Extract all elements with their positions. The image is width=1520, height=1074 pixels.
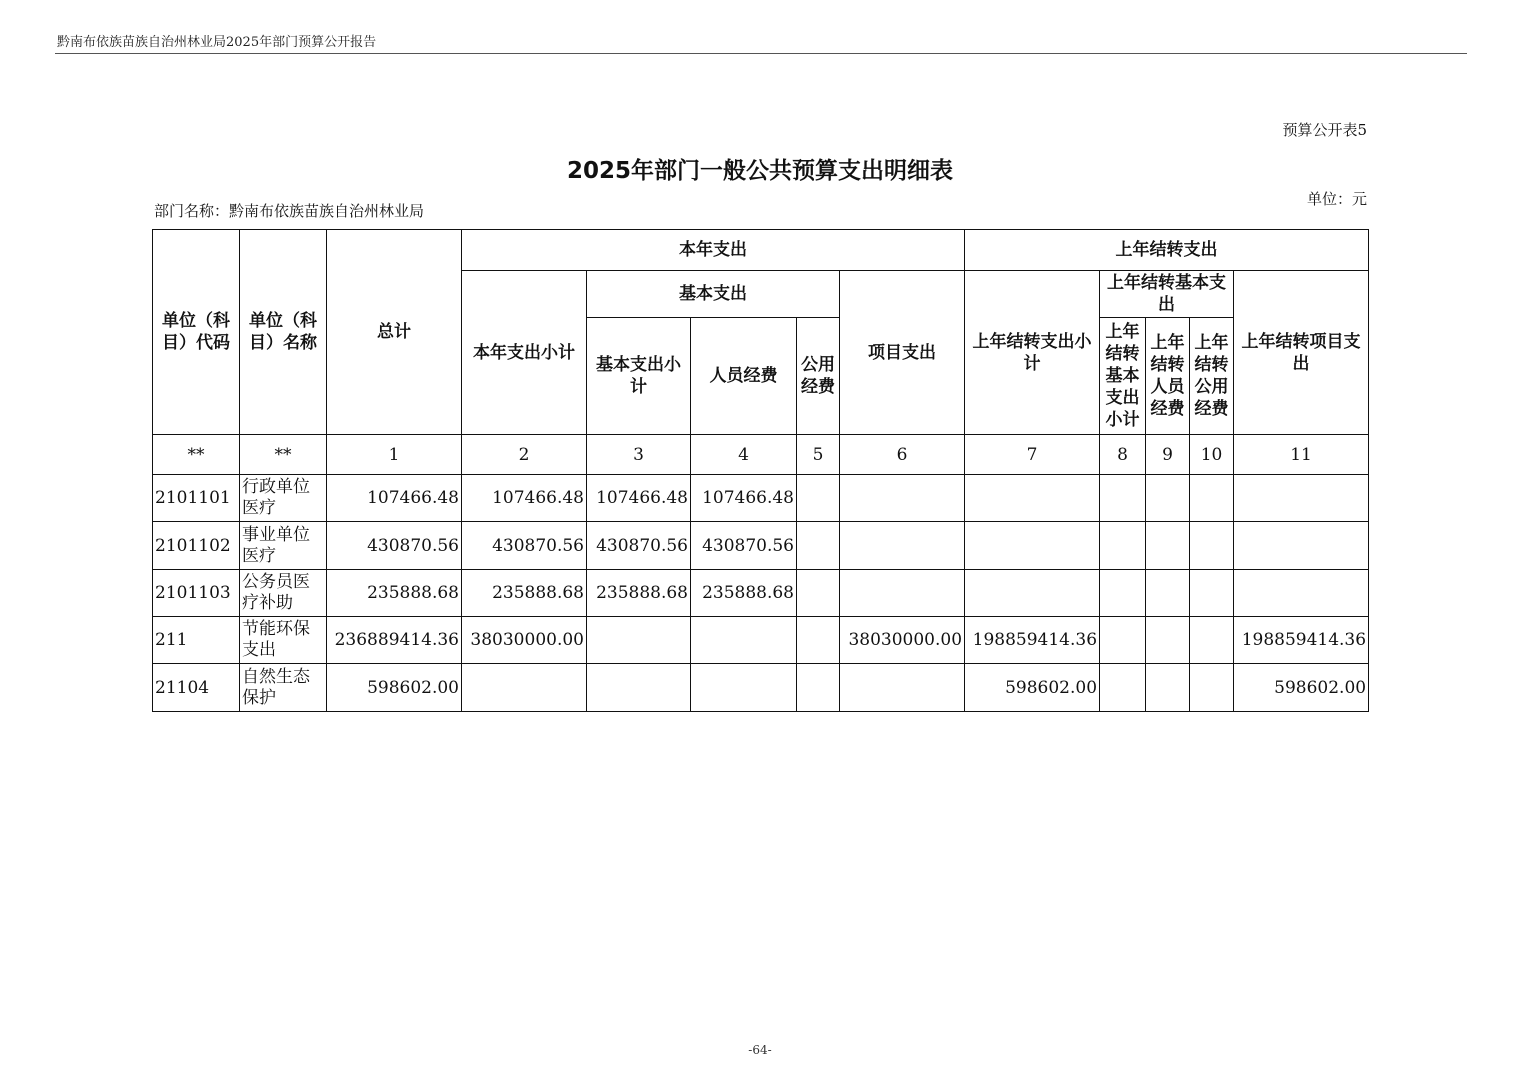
row-prev-public xyxy=(1190,522,1234,570)
row-prev-subtotal xyxy=(965,522,1100,570)
page-title: 2025年部门一般公共预算支出明细表 xyxy=(566,158,953,184)
row-prev-project: 598602.00 xyxy=(1234,664,1369,712)
header-prev-project: 上年结转项目支出 xyxy=(1234,271,1369,435)
index-cell: ** xyxy=(153,435,240,475)
header-prev-year: 上年结转支出 xyxy=(965,230,1369,271)
row-total: 598602.00 xyxy=(327,664,462,712)
header-total: 总计 xyxy=(327,230,462,435)
row-prev-basic-subtotal xyxy=(1100,617,1146,664)
row-project xyxy=(840,522,965,570)
row-personnel: 235888.68 xyxy=(691,570,797,617)
row-personnel xyxy=(691,664,797,712)
row-prev-subtotal: 598602.00 xyxy=(965,664,1100,712)
row-personnel xyxy=(691,617,797,664)
row-code: 2101101 xyxy=(153,475,240,522)
row-prev-personnel xyxy=(1146,570,1190,617)
unit-label: 单位：元 xyxy=(1306,190,1367,208)
row-name: 公务员医疗补助 xyxy=(240,570,327,617)
row-public xyxy=(797,475,840,522)
row-current-subtotal: 235888.68 xyxy=(462,570,587,617)
header-prev-subtotal: 上年结转支出小计 xyxy=(965,271,1100,435)
row-personnel: 430870.56 xyxy=(691,522,797,570)
row-name: 自然生态保护 xyxy=(240,664,327,712)
row-code: 21104 xyxy=(153,664,240,712)
row-current-subtotal: 38030000.00 xyxy=(462,617,587,664)
index-cell: 3 xyxy=(587,435,691,475)
row-name: 事业单位医疗 xyxy=(240,522,327,570)
row-public xyxy=(797,522,840,570)
row-prev-public xyxy=(1190,570,1234,617)
row-prev-personnel xyxy=(1146,475,1190,522)
department-name: 黔南布依族苗族自治州林业局 xyxy=(229,202,425,220)
header-project: 项目支出 xyxy=(840,271,965,435)
row-basic-subtotal xyxy=(587,664,691,712)
row-public xyxy=(797,570,840,617)
row-prev-project: 198859414.36 xyxy=(1234,617,1369,664)
row-basic-subtotal: 235888.68 xyxy=(587,570,691,617)
index-cell: ** xyxy=(240,435,327,475)
row-code: 2101102 xyxy=(153,522,240,570)
row-prev-subtotal xyxy=(965,475,1100,522)
header-prev-basic-subtotal: 上年结转基本支出小计 xyxy=(1100,318,1146,435)
index-row xyxy=(153,435,1369,475)
header-personnel: 人员经费 xyxy=(691,318,797,435)
index-cell: 4 xyxy=(691,435,797,475)
row-prev-public xyxy=(1190,475,1234,522)
header-code: 单位（科目）代码 xyxy=(153,230,240,435)
row-public xyxy=(797,664,840,712)
row-total: 430870.56 xyxy=(327,522,462,570)
header-name: 单位（科目）名称 xyxy=(240,230,327,435)
index-cell: 7 xyxy=(965,435,1100,475)
header-divider xyxy=(55,53,1467,54)
table-row xyxy=(153,475,1369,522)
table-number: 预算公开表5 xyxy=(1282,121,1367,139)
row-prev-public xyxy=(1190,664,1234,712)
row-basic-subtotal: 107466.48 xyxy=(587,475,691,522)
row-project xyxy=(840,664,965,712)
row-prev-basic-subtotal xyxy=(1100,664,1146,712)
row-code: 2101103 xyxy=(153,570,240,617)
row-project xyxy=(840,570,965,617)
row-project xyxy=(840,475,965,522)
row-basic-subtotal: 430870.56 xyxy=(587,522,691,570)
row-name: 节能环保支出 xyxy=(240,617,327,664)
row-prev-personnel xyxy=(1146,617,1190,664)
page-number: -64- xyxy=(748,1043,772,1057)
row-prev-project xyxy=(1234,570,1369,617)
index-cell: 8 xyxy=(1100,435,1146,475)
row-prev-subtotal: 198859414.36 xyxy=(965,617,1100,664)
table-row xyxy=(153,617,1369,664)
row-current-subtotal: 107466.48 xyxy=(462,475,587,522)
row-personnel: 107466.48 xyxy=(691,475,797,522)
header-basic: 基本支出 xyxy=(587,271,840,318)
header-public: 公用经费 xyxy=(797,318,840,435)
row-current-subtotal: 430870.56 xyxy=(462,522,587,570)
header-prev-personnel: 上年结转人员经费 xyxy=(1146,318,1190,435)
row-name: 行政单位医疗 xyxy=(240,475,327,522)
row-total: 236889414.36 xyxy=(327,617,462,664)
row-public xyxy=(797,617,840,664)
row-total: 235888.68 xyxy=(327,570,462,617)
row-prev-project xyxy=(1234,475,1369,522)
header-basic-subtotal: 基本支出小计 xyxy=(587,318,691,435)
header-prev-basic: 上年结转基本支出 xyxy=(1100,271,1234,318)
department-line xyxy=(154,200,424,221)
row-prev-basic-subtotal xyxy=(1100,522,1146,570)
header-prev-public: 上年结转公用经费 xyxy=(1190,318,1234,435)
index-cell: 9 xyxy=(1146,435,1190,475)
row-current-subtotal xyxy=(462,664,587,712)
row-prev-subtotal xyxy=(965,570,1100,617)
budget-table xyxy=(152,229,1369,712)
index-cell: 10 xyxy=(1190,435,1234,475)
table-row xyxy=(153,570,1369,617)
running-header: 黔南布依族苗族自治州林业局2025年部门预算公开报告 xyxy=(57,35,377,50)
department-label: 部门名称： xyxy=(154,202,230,220)
row-code: 211 xyxy=(153,617,240,664)
row-prev-public xyxy=(1190,617,1234,664)
row-prev-personnel xyxy=(1146,522,1190,570)
table-row xyxy=(153,522,1369,570)
row-prev-basic-subtotal xyxy=(1100,570,1146,617)
header-current-subtotal: 本年支出小计 xyxy=(462,271,587,435)
row-total: 107466.48 xyxy=(327,475,462,522)
row-basic-subtotal xyxy=(587,617,691,664)
index-cell: 11 xyxy=(1234,435,1369,475)
index-cell: 2 xyxy=(462,435,587,475)
index-cell: 5 xyxy=(797,435,840,475)
row-project: 38030000.00 xyxy=(840,617,965,664)
row-prev-basic-subtotal xyxy=(1100,475,1146,522)
row-prev-personnel xyxy=(1146,664,1190,712)
index-cell: 1 xyxy=(327,435,462,475)
row-prev-project xyxy=(1234,522,1369,570)
header-current-year: 本年支出 xyxy=(462,230,965,271)
index-cell: 6 xyxy=(840,435,965,475)
table-row xyxy=(153,664,1369,712)
